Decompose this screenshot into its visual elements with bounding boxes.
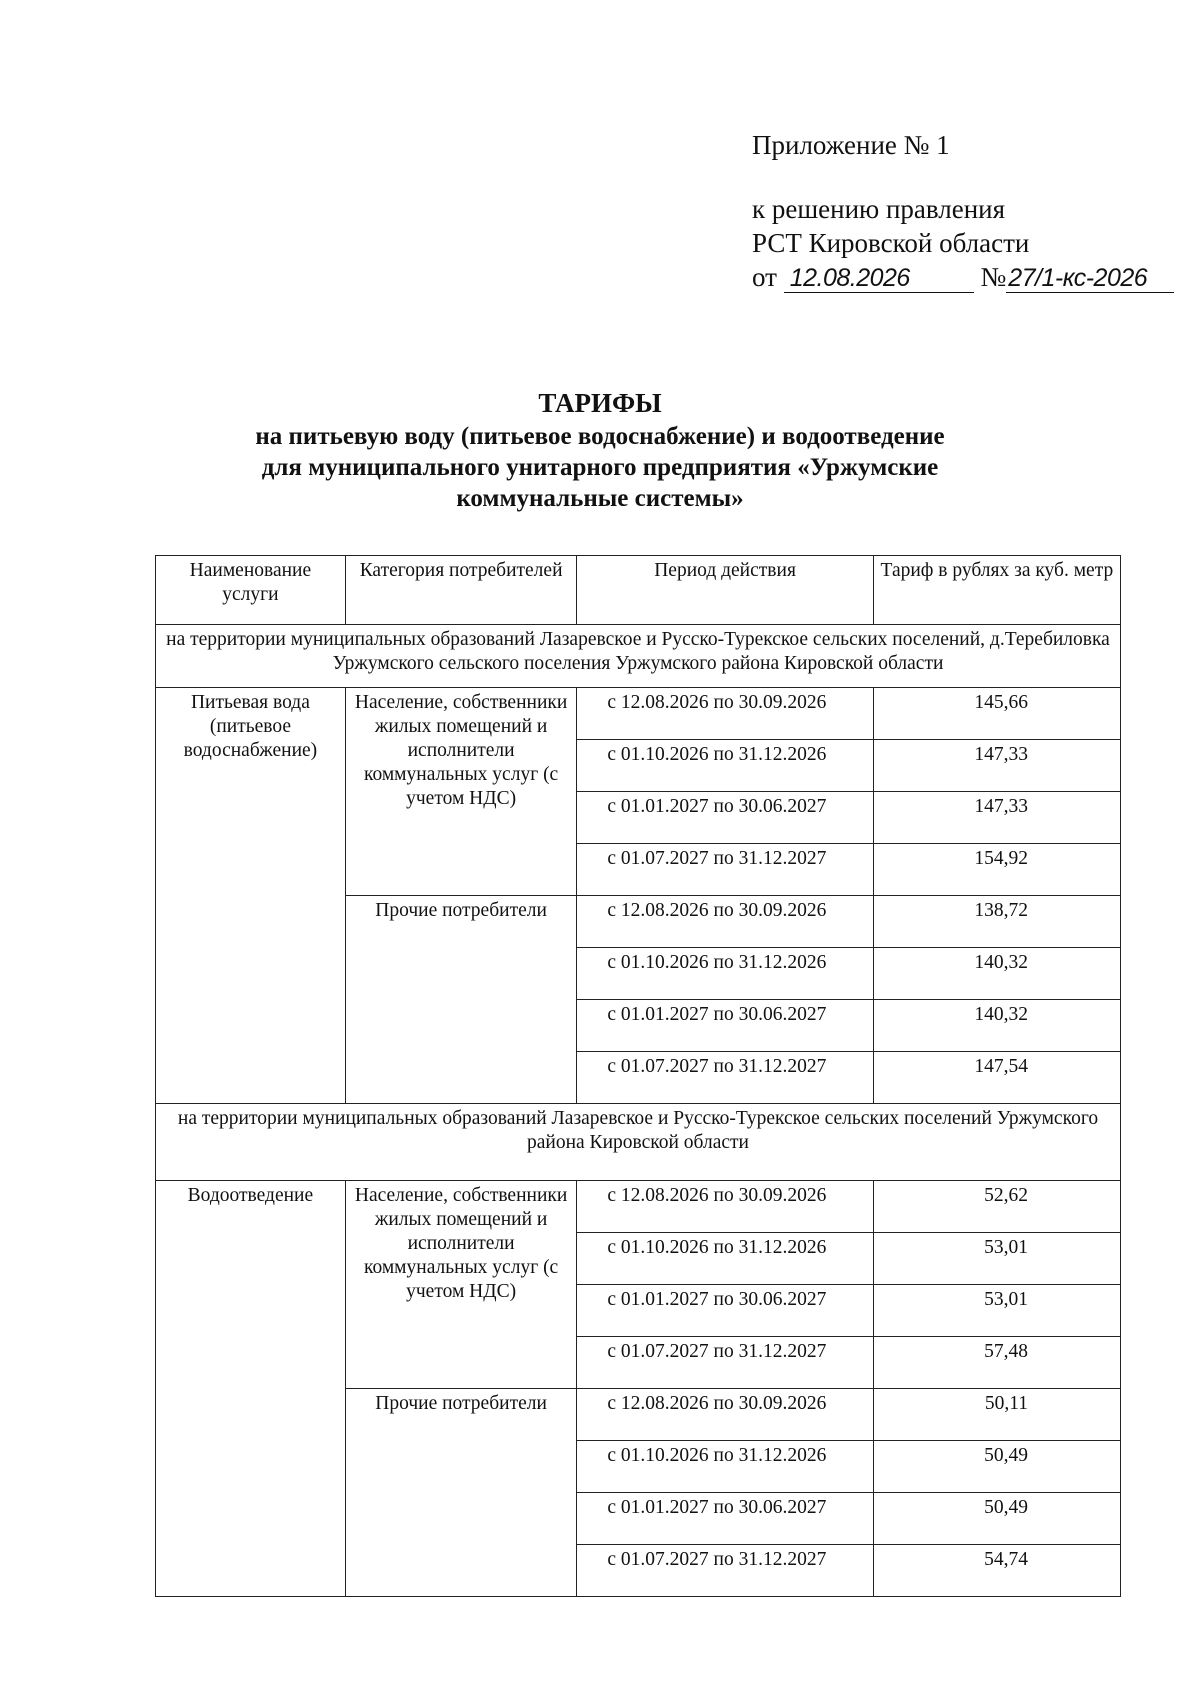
period-cell: с 01.07.2027 по 31.12.2027 bbox=[577, 1337, 873, 1389]
region-cell: на территории муниципальных образований Лазаревское и Русско-Турекское сельских поселений, д.Теребиловка Уржумского сельского поселения Уржумского района Кировской области bbox=[156, 625, 1121, 688]
period-cell: с 01.07.2027 по 31.12.2027 bbox=[577, 1052, 873, 1104]
tariff-cell: 147,33 bbox=[873, 740, 1120, 792]
tariff-cell: 50,49 bbox=[873, 1493, 1120, 1545]
service-cell: Питьевая вода (питьевое водоснабжение) bbox=[156, 688, 346, 1104]
period-cell: с 01.01.2027 по 30.06.2027 bbox=[577, 792, 873, 844]
tariff-cell: 140,32 bbox=[873, 948, 1120, 1000]
tariff-cell: 50,49 bbox=[873, 1441, 1120, 1493]
category-cell: Население, собственники жилых помещений и исполнители коммунальных услуг (с учетом НДС) bbox=[345, 688, 577, 896]
appendix-decision-line: к решению правления bbox=[752, 194, 1006, 224]
period-cell: с 01.10.2026 по 31.12.2026 bbox=[577, 740, 873, 792]
appendix-authority: РСТ Кировской области bbox=[752, 228, 1030, 258]
region-row bbox=[156, 1104, 1121, 1181]
period-cell: с 12.08.2026 по 30.09.2026 bbox=[577, 1181, 873, 1233]
appendix-number: Приложение № 1 bbox=[752, 130, 950, 160]
title-line-1: на питьевую воду (питьевое водоснабжение) и водоотведение bbox=[255, 423, 945, 450]
title-main: ТАРИФЫ bbox=[538, 388, 662, 418]
period-cell: с 01.07.2027 по 31.12.2027 bbox=[577, 1545, 873, 1597]
table-header-row bbox=[156, 556, 1121, 625]
tariff-table bbox=[155, 555, 1121, 1597]
category-cell: Прочие потребители bbox=[345, 896, 577, 1104]
period-cell: с 12.08.2026 по 30.09.2026 bbox=[577, 896, 873, 948]
header-category: Категория потребителей bbox=[345, 556, 577, 625]
period-cell: с 01.07.2027 по 31.12.2027 bbox=[577, 844, 873, 896]
period-cell: с 01.10.2026 по 31.12.2026 bbox=[577, 1441, 873, 1493]
handwritten-number: 27/1-кс-2026 bbox=[1006, 264, 1174, 293]
header-service: Наименование услуги bbox=[156, 556, 346, 625]
tariff-cell: 57,48 bbox=[873, 1337, 1120, 1389]
tariff-cell: 53,01 bbox=[873, 1285, 1120, 1337]
handwritten-date: 12.08.2026 bbox=[784, 264, 974, 293]
tariff-cell: 154,92 bbox=[873, 844, 1120, 896]
tariff-cell: 138,72 bbox=[873, 896, 1120, 948]
category-cell: Прочие потребители bbox=[345, 1389, 577, 1597]
appendix-date-number bbox=[752, 260, 1174, 294]
table-row bbox=[156, 1181, 1121, 1233]
period-cell: с 01.01.2027 по 30.06.2027 bbox=[577, 1285, 873, 1337]
period-cell: с 12.08.2026 по 30.09.2026 bbox=[577, 688, 873, 740]
header-tariff: Тариф в рублях за куб. метр bbox=[873, 556, 1120, 625]
period-cell: с 12.08.2026 по 30.09.2026 bbox=[577, 1389, 873, 1441]
tariff-cell: 50,11 bbox=[873, 1389, 1120, 1441]
service-cell: Водоотведение bbox=[156, 1181, 346, 1597]
period-cell: с 01.10.2026 по 31.12.2026 bbox=[577, 948, 873, 1000]
appendix-block bbox=[752, 128, 1174, 294]
title-line-3: коммунальные системы» bbox=[456, 485, 744, 512]
tariff-cell: 52,62 bbox=[873, 1181, 1120, 1233]
document-title bbox=[200, 388, 1000, 514]
date-prefix: от bbox=[752, 262, 777, 292]
category-cell: Население, собственники жилых помещений и исполнители коммунальных услуг (с учетом НДС) bbox=[345, 1181, 577, 1389]
table-row bbox=[156, 688, 1121, 740]
period-cell: с 01.10.2026 по 31.12.2026 bbox=[577, 1233, 873, 1285]
period-cell: с 01.01.2027 по 30.06.2027 bbox=[577, 1000, 873, 1052]
title-line-2: для муниципального унитарного предприятия «Уржумские bbox=[261, 454, 939, 481]
tariff-cell: 140,32 bbox=[873, 1000, 1120, 1052]
number-prefix: № bbox=[980, 262, 1007, 292]
tariff-cell: 53,01 bbox=[873, 1233, 1120, 1285]
region-row bbox=[156, 625, 1121, 688]
tariff-cell: 54,74 bbox=[873, 1545, 1120, 1597]
tariff-cell: 145,66 bbox=[873, 688, 1120, 740]
tariff-cell: 147,33 bbox=[873, 792, 1120, 844]
region-cell: на территории муниципальных образований Лазаревское и Русско-Турекское сельских поселений Уржумского района Кировской области bbox=[156, 1104, 1121, 1181]
period-cell: с 01.01.2027 по 30.06.2027 bbox=[577, 1493, 873, 1545]
tariff-cell: 147,54 bbox=[873, 1052, 1120, 1104]
header-period: Период действия bbox=[577, 556, 873, 625]
